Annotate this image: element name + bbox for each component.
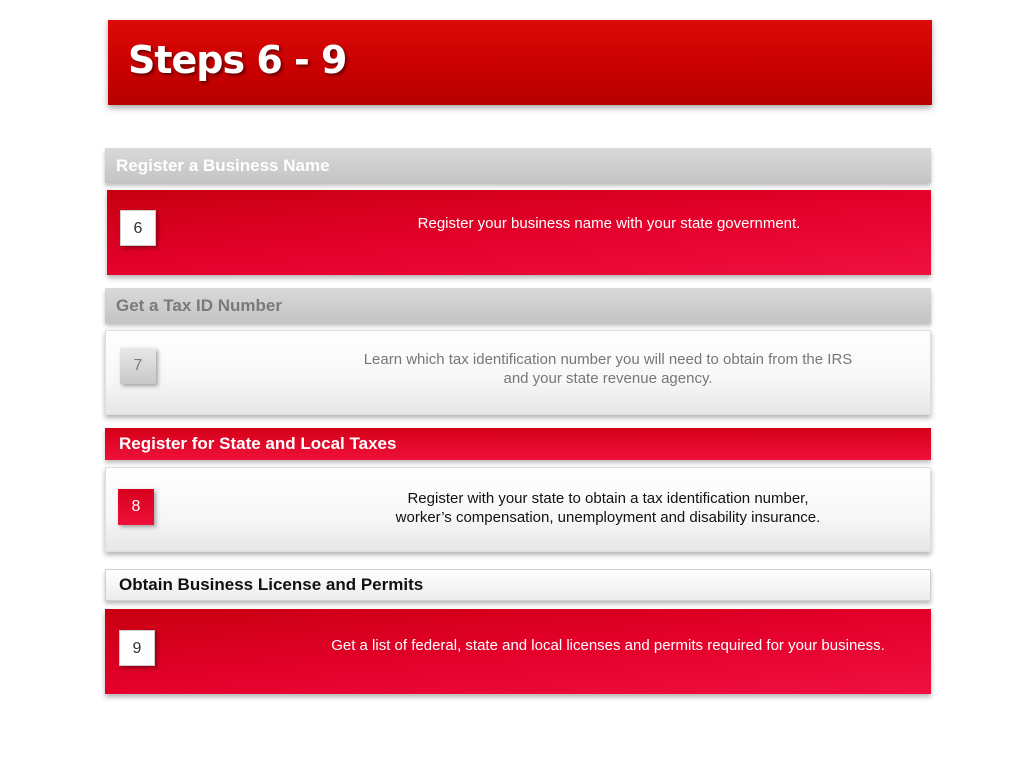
step-7-description bbox=[286, 350, 930, 388]
step-7-card bbox=[105, 330, 931, 415]
step-7-heading: Get a Tax ID Number bbox=[116, 295, 282, 315]
step-8-line-1: Register with your state to obtain a tax identification number, bbox=[407, 490, 809, 507]
step-7-line-2: and your state revenue agency. bbox=[503, 370, 713, 387]
step-6-heading: Register a Business Name bbox=[116, 155, 330, 175]
step-9-number: 9 bbox=[119, 630, 155, 666]
step-8-description bbox=[286, 489, 930, 527]
step-9-description bbox=[285, 636, 931, 655]
step-6-header bbox=[105, 148, 931, 183]
step-8-heading: Register for State and Local Taxes bbox=[119, 434, 397, 453]
step-9-line-1: Get a list of federal, state and local licenses and permits required for your business. bbox=[331, 637, 885, 654]
step-6-description bbox=[287, 214, 931, 233]
slide-title: Steps 6 - 9 bbox=[128, 38, 347, 82]
step-8-line-2: worker’s compensation, unemployment and disability insurance. bbox=[395, 509, 821, 526]
step-9-heading: Obtain Business License and Permits bbox=[119, 575, 424, 594]
step-7-line-1: Learn which tax identification number you will need to obtain from the IRS bbox=[363, 351, 853, 368]
step-9-card bbox=[105, 609, 931, 694]
step-8-number: 8 bbox=[118, 489, 154, 525]
step-7-number: 7 bbox=[120, 348, 156, 384]
step-7-header bbox=[105, 288, 931, 323]
step-6-card bbox=[107, 190, 931, 275]
title-bar bbox=[108, 20, 932, 105]
step-8-card bbox=[105, 467, 931, 552]
step-8-header bbox=[105, 428, 931, 460]
step-6-number: 6 bbox=[120, 210, 156, 246]
step-9-header bbox=[105, 569, 931, 601]
step-6-line-1: Register your business name with your state government. bbox=[417, 215, 801, 232]
